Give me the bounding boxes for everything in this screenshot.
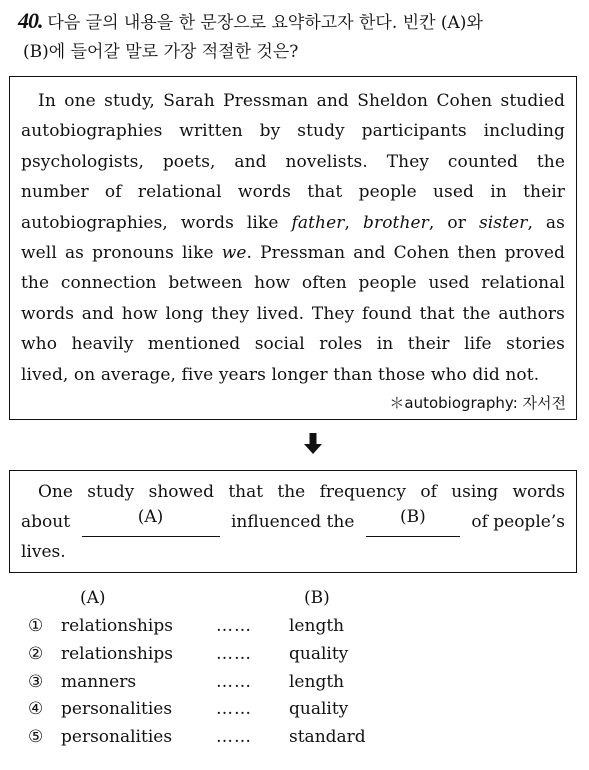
summary-text [21, 477, 565, 567]
blank-b: (B) [366, 507, 460, 537]
option-b: quality [289, 699, 349, 720]
option-number: ⑤ [28, 727, 44, 748]
summary-box [9, 470, 577, 573]
summary-segment: influenced the [230, 512, 355, 532]
passage-line [21, 238, 565, 268]
option-a: personalities [61, 727, 173, 748]
option-b: length [289, 616, 345, 636]
option-b: length [289, 671, 345, 692]
passage-line: number of relational words that people used in their [21, 182, 565, 203]
passage-segment: , [344, 212, 363, 233]
summary-line: lives. [21, 542, 66, 562]
passage-box [9, 76, 577, 420]
summary-segment: about [21, 512, 71, 532]
option-number: ② [28, 643, 44, 664]
passage-line [21, 208, 565, 238]
summary-line: One study showed that the frequency of using words [38, 482, 565, 502]
passage-segment: . Pressman and Cohen then proved [246, 243, 565, 264]
passage-line: lived, on average, five years longer than those who did not. [21, 364, 540, 385]
option-dots: …… [216, 727, 252, 748]
passage-line: autobiographies written by study participants including [21, 121, 565, 142]
option-number: ① [28, 616, 44, 636]
passage-segment: , as [527, 212, 565, 233]
question-prompt-text: 다음 글의 내용을 한 문장으로 요약하고자 한다. 빈칸 (A)와 [47, 13, 483, 33]
option-b: quality [289, 643, 349, 664]
passage-line: words and how long they lived. They found that the authors [21, 303, 565, 324]
passage-segment: autobiographies, words like [21, 212, 292, 233]
footnote: ＊autobiography: 자서전 [389, 394, 566, 412]
option-a: relationships [61, 616, 173, 636]
option-number: ③ [28, 671, 44, 692]
italic-word-sister: sister [478, 212, 528, 233]
option-dots: …… [216, 643, 252, 664]
option-b: standard [289, 727, 366, 748]
passage-line: who heavily mentioned social roles in their life stories [21, 334, 565, 355]
italic-word-brother: brother [362, 212, 429, 233]
option-a: personalities [61, 699, 173, 720]
option-dots: …… [216, 699, 252, 720]
options-header-a: (A) [80, 588, 106, 608]
summary-segment: of people’s [471, 512, 565, 532]
passage-line: In one study, Sarah Pressman and Sheldon Cohen studied [38, 91, 565, 111]
italic-word-father: father [291, 212, 345, 233]
option-a: relationships [61, 643, 173, 664]
passage-line: psychologists, poets, and novelists. They counted the [21, 151, 565, 172]
question-prompt-line2: (B)에 들어갈 말로 가장 적절한 것은? [23, 42, 299, 62]
blank-a: (A) [82, 507, 220, 537]
options-header-b: (B) [304, 588, 330, 608]
question-prompt-line1 [18, 6, 578, 38]
question-number: 40. [18, 8, 43, 33]
summary-line [21, 507, 565, 537]
passage-segment: well as pronouns like [21, 243, 214, 264]
passage-segment: , or [428, 212, 479, 233]
option-a: manners [61, 671, 137, 692]
option-dots: …… [216, 671, 252, 692]
option-dots: …… [216, 616, 252, 636]
italic-word-we: we [221, 243, 247, 264]
down-arrow-icon [303, 432, 323, 456]
passage-line: the connection between how often people used relational [21, 273, 565, 294]
passage-text [21, 86, 565, 390]
question-header [18, 6, 578, 67]
option-number: ④ [28, 699, 44, 720]
